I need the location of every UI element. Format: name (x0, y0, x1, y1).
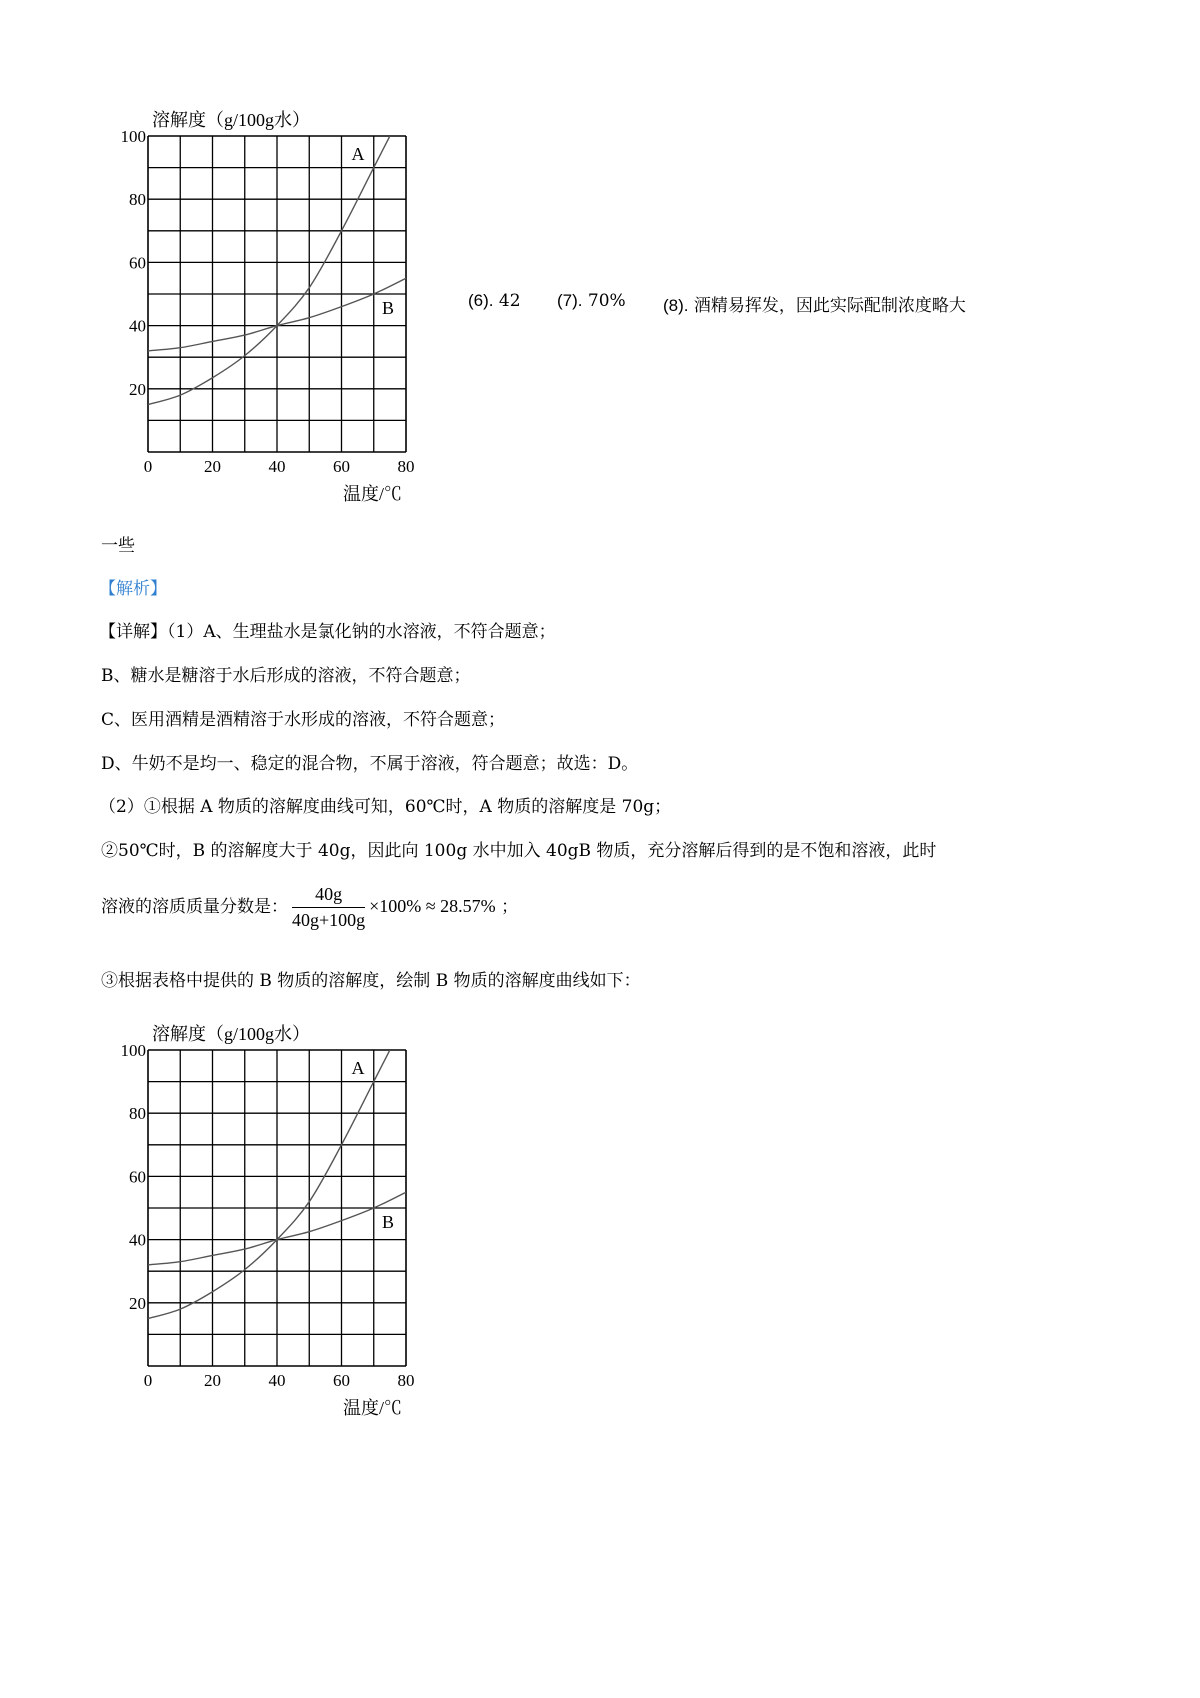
x-axis-label: 温度/℃ (343, 1398, 403, 1418)
continuation-text: 一些 (101, 536, 135, 556)
y-tick-label: 20 (129, 1293, 146, 1313)
y-tick-label: 100 (120, 127, 146, 146)
x-tick-label: 60 (333, 1371, 350, 1390)
detail-line-4: D、牛奶不是均一、稳定的混合物，不属于溶液，符合题意；故选：D。 (101, 754, 639, 774)
series-label-A: A (351, 144, 365, 164)
x-tick-label: 80 (397, 457, 415, 476)
x-tick-label: 80 (397, 1371, 415, 1390)
formula-prefix: 溶液的溶质质量分数是： (101, 897, 288, 917)
detail-line-2: B、糖水是糖溶于水后形成的溶液，不符合题意； (101, 666, 471, 686)
solubility-chart-2 (0, 914, 460, 1434)
series-label-B: B (381, 298, 395, 318)
curve-A (148, 1050, 390, 1319)
analysis-heading: 【解析】 (99, 579, 167, 599)
detail-line-7: ③根据表格中提供的 B 物质的溶解度，绘制 B 物质的溶解度曲线如下： (101, 971, 641, 991)
x-tick-label: 20 (204, 1371, 221, 1390)
y-tick-label: 80 (129, 190, 146, 210)
x-axis-label: 温度/℃ (343, 484, 403, 504)
answer-7: (7). 70% (557, 291, 626, 311)
fraction-denominator: 40g+100g (292, 910, 366, 930)
answer-8: (8). 酒精易挥发，因此实际配制浓度略大 (663, 296, 966, 316)
solubility-chart-1 (0, 0, 460, 520)
detail-line-5: （2）①根据 A 物质的溶解度曲线可知，60℃时，A 物质的溶解度是 70g； (99, 797, 672, 817)
x-tick-label: 40 (268, 457, 286, 476)
y-tick-label: 80 (129, 1104, 146, 1124)
y-axis-label: 溶解度（g/100g水） (152, 1024, 311, 1044)
detail-line-1: 【详解】（1）A、生理盐水是氯化钠的水溶液，不符合题意； (99, 622, 556, 642)
series-label-B: B (381, 1212, 395, 1232)
y-tick-label: 60 (129, 1167, 146, 1187)
y-tick-label: 40 (129, 316, 146, 336)
curve-A (148, 136, 390, 405)
y-tick-label: 40 (129, 1230, 146, 1250)
formula-suffix: ； (501, 897, 519, 917)
x-tick-label: 0 (143, 1371, 153, 1390)
formula-result: ×100% ≈ 28.57% (369, 896, 496, 916)
x-tick-label: 60 (333, 457, 350, 476)
detail-line-6: ②50℃时，B 的溶解度大于 40g，因此向 100g 水中加入 40gB 物质，充分溶解后得到的是不饱和溶液，此时 (101, 841, 937, 861)
answer-6: (6). 42 (468, 291, 521, 311)
series-label-A: A (351, 1058, 365, 1078)
y-tick-label: 20 (129, 379, 146, 399)
x-tick-label: 20 (204, 457, 221, 476)
x-tick-label: 0 (143, 457, 153, 476)
fraction-numerator: 40g (292, 884, 365, 908)
y-axis-label: 溶解度（g/100g水） (152, 110, 311, 130)
x-tick-label: 40 (268, 1371, 286, 1390)
y-tick-label: 100 (120, 1041, 146, 1060)
y-tick-label: 60 (129, 253, 146, 273)
detail-line-3: C、医用酒精是酒精溶于水形成的溶液，不符合题意； (101, 710, 506, 730)
